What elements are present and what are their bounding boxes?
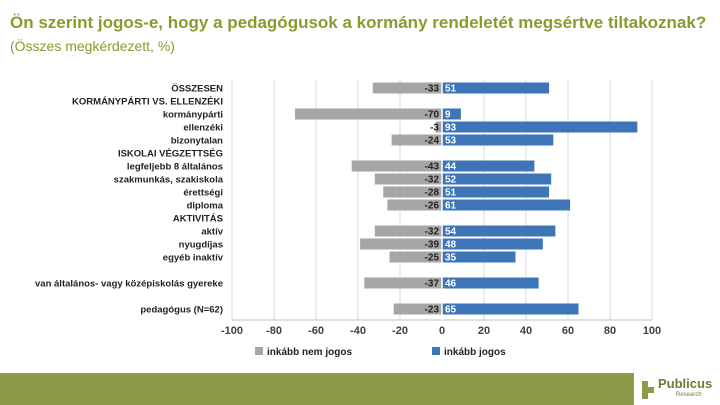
category-label: van általános- vagy középiskolás gyereke [35,278,223,290]
data-label-positive: 52 [445,174,457,186]
bar-positive [442,174,551,185]
data-label-negative: -26 [424,200,439,212]
data-label-positive: 61 [445,200,457,212]
bar-positive [442,304,579,315]
data-label-positive: 93 [445,122,457,134]
data-label-negative: -23 [424,304,439,316]
bar-negative [295,109,442,120]
bar-positive [442,83,549,94]
data-label-positive: 65 [445,304,457,316]
data-label-negative: -32 [424,174,439,186]
category-label: érettségi [183,187,223,199]
category-label: ÖSSZESEN [171,83,223,95]
data-label-negative: -32 [424,226,439,238]
category-header-label: ISKOLAI VÉGZETTSÉG [117,148,223,160]
legend-label-positive: inkább jogos [444,347,506,358]
data-label-positive: 51 [445,187,457,199]
x-tick-label: 60 [561,325,575,337]
legend-swatch-positive [432,347,440,355]
data-label-negative: -3 [430,122,439,134]
logo-brand: Publicus [658,376,713,391]
x-tick-label: 20 [477,325,491,337]
category-label: ellenzéki [183,122,223,134]
x-tick-label: 80 [603,325,617,337]
category-label: diploma [186,200,223,212]
x-tick-label: 0 [438,325,446,337]
publicus-logo [634,373,720,405]
category-label: legfeljebb 8 általános [126,161,223,173]
bar-positive [442,226,555,237]
chart-subtitle: (Összes megkérdezett, %) [10,38,175,54]
category-label: aktív [201,226,223,238]
data-label-negative: -43 [424,161,439,173]
data-label-negative: -24 [424,135,439,147]
data-label-negative: -25 [424,252,439,264]
legend-swatch-negative [255,347,263,355]
x-tick-label: 40 [519,325,533,337]
data-label-positive: 48 [445,239,457,251]
publicus-logo-icon [640,379,656,399]
data-label-positive: 46 [445,278,457,290]
data-label-negative: -37 [424,278,439,290]
category-label: egyéb inaktív [162,252,223,264]
bar-positive [442,239,543,250]
logo-brand-sub: Research [676,392,702,398]
footer-band [0,373,720,405]
category-label: nyugdíjas [178,239,223,251]
bar-positive [442,122,637,133]
data-label-positive: 53 [445,135,457,147]
data-label-negative: -28 [424,187,439,199]
data-label-negative: -70 [424,109,439,121]
category-label: szakmunkás, szakiskola [113,174,223,186]
data-label-positive: 51 [445,83,457,95]
x-tick-label: -100 [220,325,244,337]
bar-positive [442,187,549,198]
x-tick-label: -80 [266,325,282,337]
data-label-positive: 9 [445,109,451,121]
data-label-positive: 35 [445,252,457,264]
category-label: kormánypárti [162,109,223,121]
chart-title: Ön szerint jogos-e, hogy a pedagógusok a kormány rendeletét megsértve tiltakoznak? [10,13,707,32]
legend-label-negative: inkább nem jogos [267,347,353,358]
data-label-positive: 44 [445,161,457,173]
data-label-negative: -33 [424,83,439,95]
data-label-negative: -39 [424,239,439,251]
x-tick-label: -40 [350,325,366,337]
bar-positive [442,200,570,211]
bar-positive [442,135,553,146]
x-tick-label: -20 [392,325,408,337]
x-tick-label: -60 [308,325,324,337]
category-label: pedagógus (N=62) [140,304,223,316]
data-label-positive: 54 [445,226,457,238]
bar-positive [442,278,539,289]
category-header-label: AKTIVITÁS [172,213,223,225]
category-label: bizonytalan [170,135,223,147]
category-header-label: KORMÁNYPÁRTI VS. ELLENZÉKI [72,96,223,108]
x-tick-label: 100 [642,325,662,337]
